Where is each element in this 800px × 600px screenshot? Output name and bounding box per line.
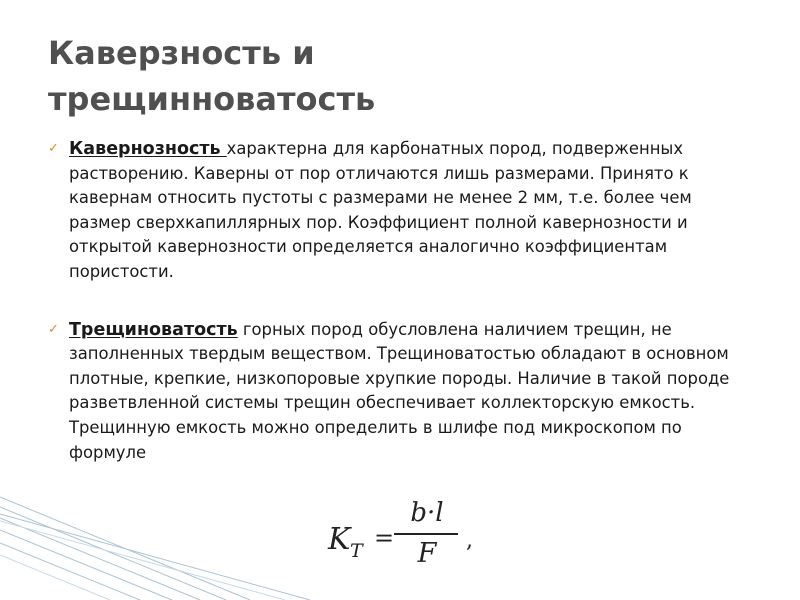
bullet-marker-icon: ✓: [48, 321, 59, 337]
bullet-text-fracturing: горных пород обусловлена наличием трещин, не заполненных твердым веществом. Трещиноватостью обладают в основном плотные, крепкие, низкопоровые хрупкие породы. Наличие в такой породе разветвленной системы трещин обеспечивает коллекторскую емкость. Трещинную емкость можно определить в шлифе под микроскопом по формуле: [69, 319, 730, 462]
formula-trailing-comma: ,: [466, 528, 473, 553]
bullet-marker-icon: ✓: [48, 141, 59, 156]
term-fracturing: Трещиноватость: [69, 319, 238, 340]
formula-equals: =: [374, 524, 395, 552]
slide-title: Каверзность и трещинноватость: [48, 34, 376, 118]
term-cavernosity: Кавернозность: [69, 139, 227, 159]
formula-symbol: K: [328, 522, 351, 557]
bullet-text-cavernosity: характерна для карбонатных пород, подверженных растворению. Каверны от пор отличаются лишь размерами. Принято к кавернам относить пустоты с размерами не менее 2 мм, т.е. более чем размер сверхкапиллярных пор. Коэффициент полной кавернозности и открытой кавернозности определяется аналогично коэффициентам пористости.: [69, 139, 692, 281]
formula-denominator: F: [417, 538, 437, 569]
formula-subscript: T: [350, 540, 363, 562]
formula-numerator: b·l: [410, 498, 444, 528]
